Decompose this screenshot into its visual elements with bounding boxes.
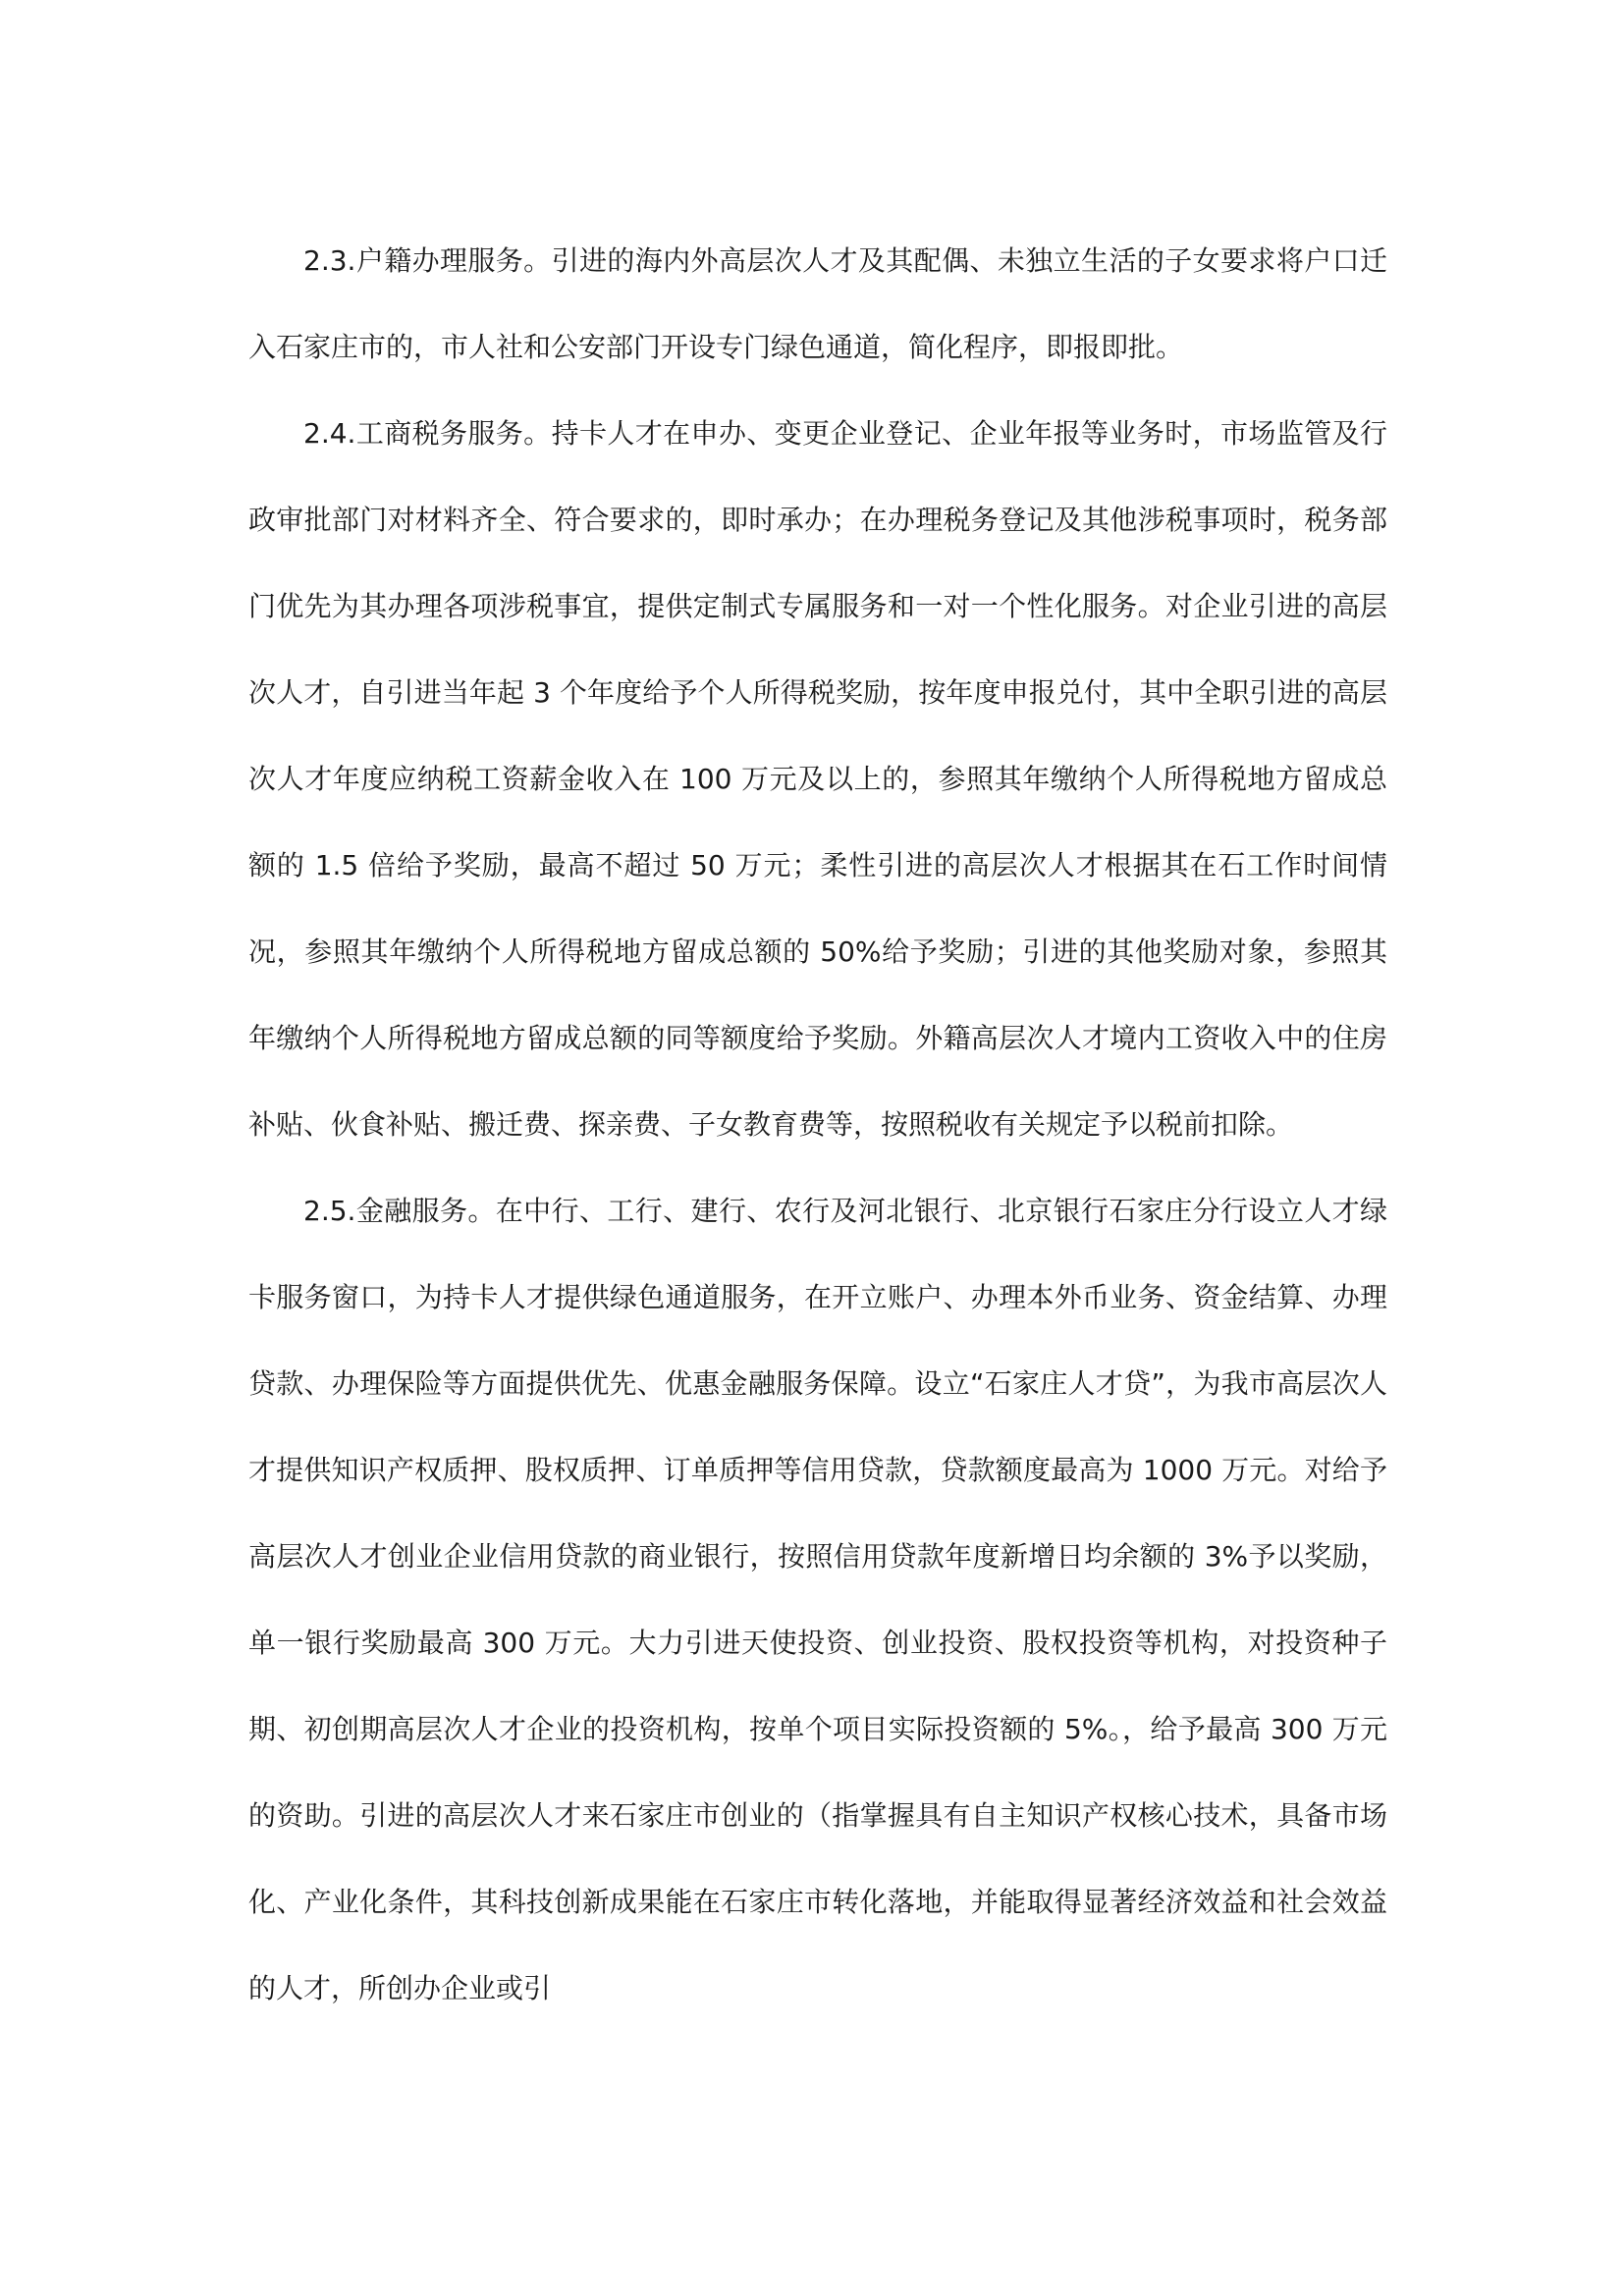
paragraph-household-registration: 2.3.户籍办理服务。引进的海内外高层次人才及其配偶、未独立生活的子女要求将户口迁入石家庄市的，市人社和公安部门开设专门绿色通道，简化程序，即报即批。 xyxy=(248,244,1387,363)
document-body xyxy=(248,218,1387,2032)
paragraph-financial-services: 2.5.金融服务。在中行、工行、建行、农行及河北银行、北京银行石家庄分行设立人才绿卡服务窗口，为持卡人才提供绿色通道服务，在开立账户、办理本外币业务、资金结算、办理贷款、办理保险等方面提供优先、优惠金融服务保障。设立“石家庄人才贷”，为我市高层次人才提供知识产权质押、股权质押、订单质押等信用贷款，贷款额度最高为 1000 万元。对给予高层次人才创业企业信用贷款的商业银行，按照信用贷款年度新增日均余额的 3%予以奖励，单一银行奖励最高 300 万元。大力引进天使投资、创业投资、股权投资等机构，对投资种子期、初创期高层次人才企业的投资机构，按单个项目实际投资额的 5%。，给予最高 300 万元的资助。引进的高层次人才来石家庄市创业的（指掌握具有自主知识产权核心技术，具备市场化、产业化条件，其科技创新成果能在石家庄市转化落地，并能取得显著经济效益和社会效益的人才，所创办企业或引 xyxy=(248,1195,1387,2004)
paragraph-business-tax-services: 2.4.工商税务服务。持卡人才在申办、变更企业登记、企业年报等业务时，市场监管及行政审批部门对材料齐全、符合要求的，即时承办；在办理税务登记及其他涉税事项时，税务部门优先为其办理各项涉税事宜，提供定制式专属服务和一对一个性化服务。对企业引进的高层次人才，自引进当年起 3 个年度给予个人所得税奖励，按年度申报兑付，其中全职引进的高层次人才年度应纳税工资薪金收入在 100 万元及以上的，参照其年缴纳个人所得税地方留成总额的 1.5 倍给予奖励，最高不超过 50 万元；柔性引进的高层次人才根据其在石工作时间情况，参照其年缴纳个人所得税地方留成总额的 50%给予奖励；引进的其他奖励对象，参照其年缴纳个人所得税地方留成总额的同等额度给予奖励。外籍高层次人才境内工资收入中的住房补贴、伙食补贴、搬迁费、探亲费、子女教育费等，按照税收有关规定予以税前扣除。 xyxy=(248,417,1387,1141)
